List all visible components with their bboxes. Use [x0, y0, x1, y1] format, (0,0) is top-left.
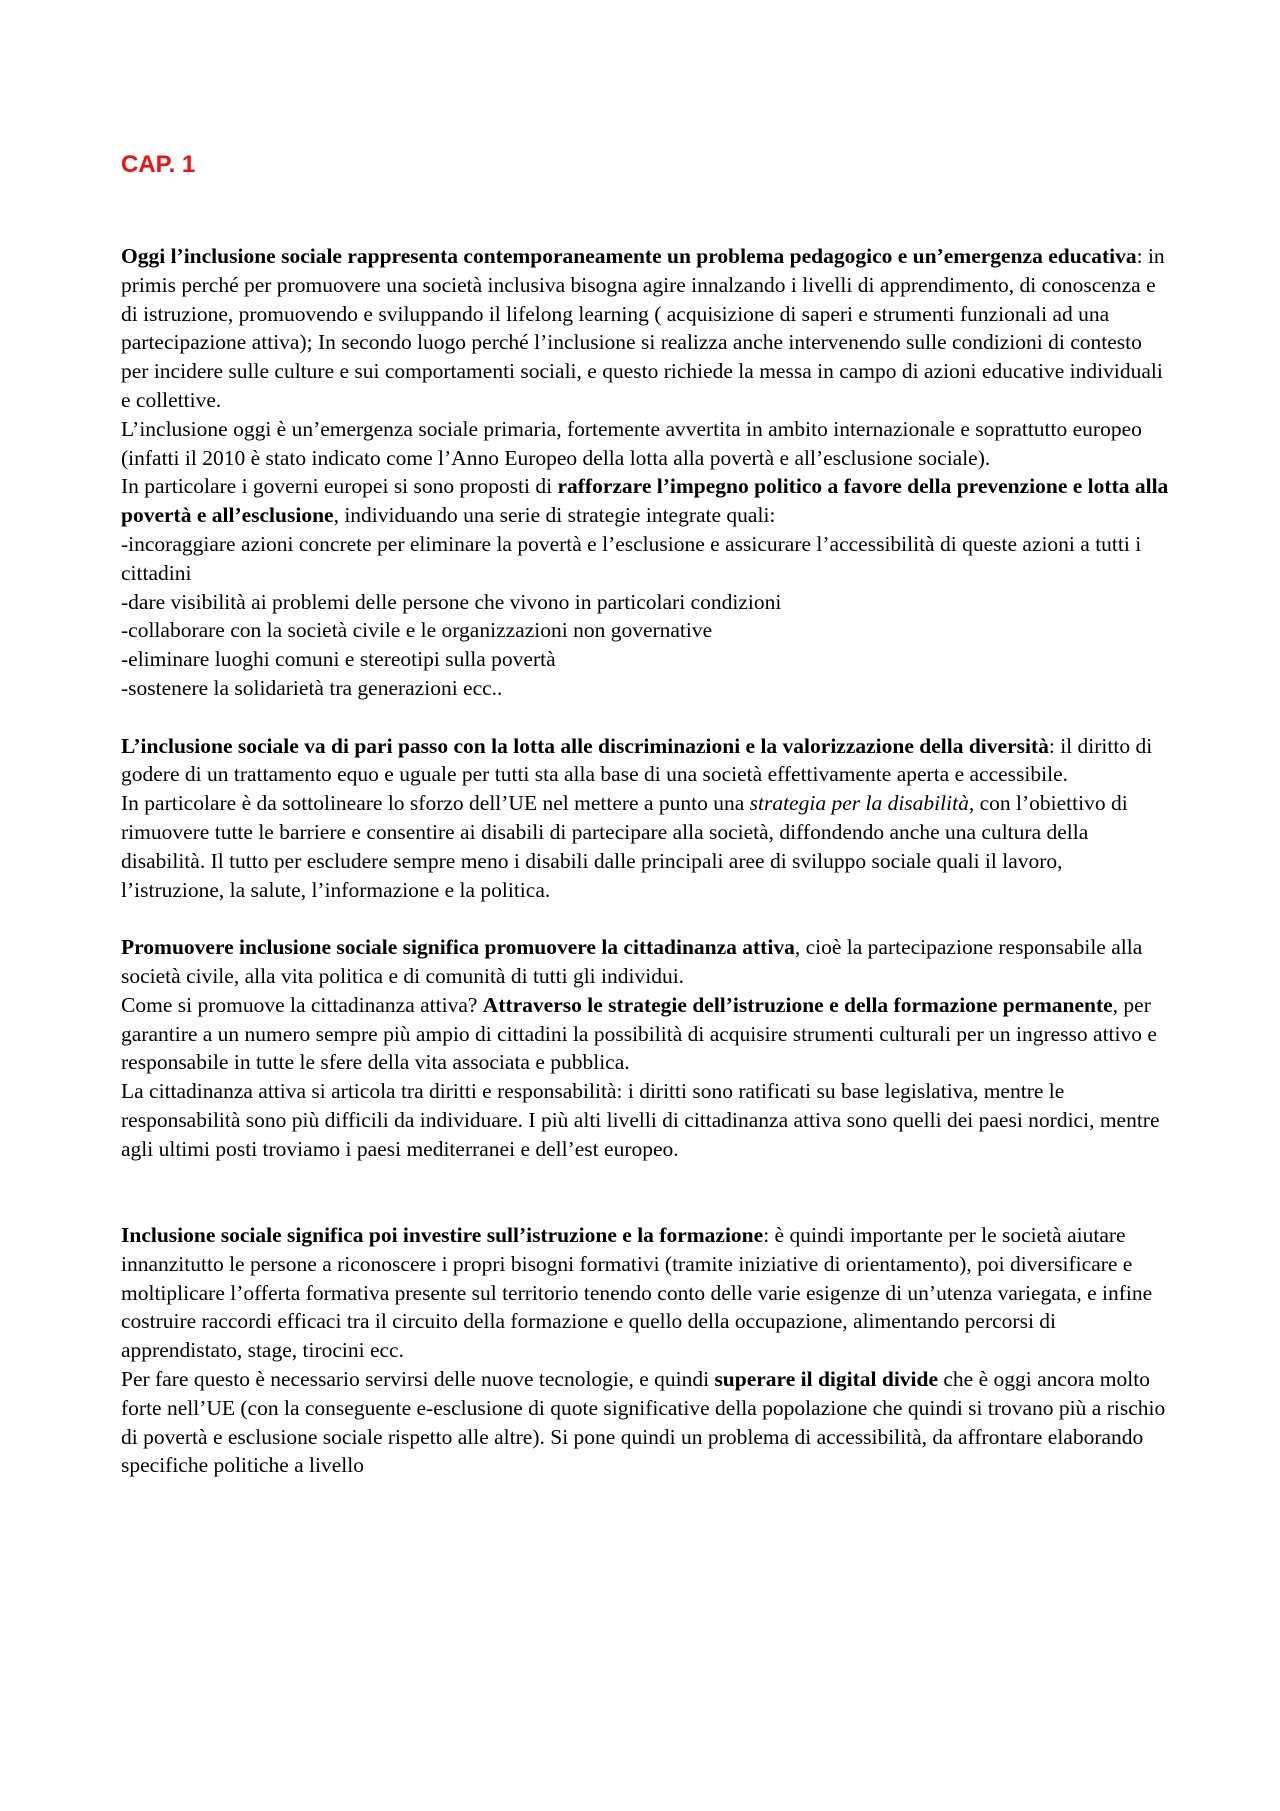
bold-lead: Inclusione sociale significa poi investire sull’istruzione e la formazione [121, 1223, 764, 1248]
paragraph-text: , cioè la partecipazione responsabile alla società civile, alla vita politica e di comunità di tutti gli individui. [121, 935, 1143, 988]
bold-lead: Oggi l’inclusione sociale rappresenta contemporaneamente un problema pedagogico e un’emergenza educativa [121, 244, 1137, 268]
paragraph-text: : in primis perché per promuovere una società inclusiva bisogna agire innalzando i livelli di apprendimento, di conoscenza e di istruzione, promuovendo e sviluppando il lifelong learning ( acquisizione di saperi e strumenti funzionali ad una partecipazione attiva); In secondo luogo perché l’inclusione si realizza anche intervenendo sulle condizioni di contesto per incidere sulle culture e sui comportamenti sociali, e questo richiede la messa in campo di azioni educative individuali e collettive. [121, 244, 1165, 412]
paragraph-discriminazioni [121, 732, 1171, 790]
paragraph-text: , con l’obiettivo di rimuovere tutte le barriere e consentire ai disabili di partecipare alla società, diffondendo anche una cultura della disabilità. Il tutto per escludere sempre meno i disabili dalle principali aree di sviluppo sociale quali il lavoro, l’istruzione, la salute, l’informazione e la politica. [121, 791, 1128, 902]
document-body [121, 150, 1171, 1480]
paragraph-spacer [121, 703, 1171, 732]
section-istruzione-formazione [121, 1221, 1171, 1480]
paragraph-text: che è oggi ancora molto forte nell’UE (con la conseguente e-esclusione di quote significative della popolazione che quindi si trovano più a rischio di povertà e esclusione sociale rispetto alle altre). Si pone quindi un problema di accessibilità, da affrontare elaborando specifiche politiche a livello [121, 1367, 1166, 1478]
paragraph-inclusione-intro [121, 242, 1171, 415]
bold-phrase: superare il digital divide [714, 1367, 939, 1392]
paragraph-text: Come si promuove la cittadinanza attiva? [121, 992, 483, 1017]
list-item: -sostenere la solidarietà tra generazioni ecc.. [121, 675, 503, 700]
paragraph-cittadinanza [121, 933, 1171, 991]
paragraph-spacer [121, 1164, 1171, 1222]
paragraph-digital-divide [121, 1365, 1171, 1480]
bold-lead: L’inclusione sociale va di pari passo con la lotta alle discriminazioni e la valorizzazione della diversità [121, 733, 1049, 758]
list-item: -incoraggiare azioni concrete per eliminare la povertà e l’esclusione e assicurare l’accessibilità di queste azioni a tutti i cittadini [121, 531, 1142, 585]
bold-phrase: rafforzare l’impegno politico a favore della prevenzione e lotta alla povertà e all’esclusione [121, 474, 1169, 528]
section-inclusione-problema-pedagogico [121, 242, 1171, 703]
paragraph-text: Per fare questo è necessario servirsi delle nuove tecnologie, e quindi [121, 1367, 715, 1392]
chapter-title: CAP. 1 [121, 151, 196, 178]
paragraph-text: In particolare i governi europei si sono proposti di [121, 474, 558, 499]
section-discriminazioni-diversita [121, 732, 1171, 905]
paragraph-emergenza-sociale: L’inclusione oggi è un’emergenza sociale primaria, fortemente avvertita in ambito internazionale e soprattutto europeo (infatti il 2010 è stato indicato come l’Anno Europeo della lotta alla povertà e all’esclusione sociale). [121, 416, 1142, 470]
paragraph-text: : il diritto di godere di un trattamento equo e uguale per tutti sta alla base di una società effettivamente aperta e accessibile. [121, 733, 1153, 787]
paragraph-strategia-disabilita [121, 789, 1171, 904]
paragraph-text: , per garantire a un numero sempre più ampio di cittadini la possibilità di acquisire strumenti culturali per un ingresso attivo e responsabile in tutte le sfere della vita associata e pubblica. [121, 992, 1157, 1075]
bold-phrase: Attraverso le strategie dell’istruzione e della formazione permanente [482, 992, 1113, 1017]
paragraph-diritti-responsabilita: La cittadinanza attiva si articola tra diritti e responsabilità: i diritti sono ratificati su base legislativa, mentre le responsabilità sono più difficili da individuare. I più alti livelli di cittadinanza attiva sono quelli dei paesi nordici, mentre agli ultimi posti troviamo i paesi mediterranei e dell’est europeo. [121, 1079, 1160, 1161]
paragraph-istruzione [121, 1221, 1171, 1365]
list-item: -collaborare con la società civile e le organizzazioni non governative [121, 618, 713, 643]
paragraph-governi-europei [121, 472, 1171, 530]
paragraph-spacer [121, 904, 1171, 933]
italic-phrase: strategia per la disabilità [749, 791, 969, 816]
bold-lead: Promuovere inclusione sociale significa promuovere la cittadinanza attiva [121, 935, 795, 960]
paragraph-text: In particolare è da sottolineare lo sforzo dell’UE nel mettere a punto una [121, 791, 750, 816]
list-item: -eliminare luoghi comuni e stereotipi sulla povertà [121, 647, 556, 672]
paragraph-text: , individuando una serie di strategie integrate quali: [333, 503, 776, 528]
paragraph-text: : è quindi importante per le società aiutare innanzitutto le persone a riconoscere i propri bisogni formativi (tramite iniziative di orientamento), poi diversificare e moltiplicare l’offerta formativa presente sul territorio tenendo conto delle varie esigenze di un’utenza variegata, e infine costruire raccordi efficaci tra il circuito della formazione e quello della occupazione, alimentando percorsi di apprendistato, stage, tirocini ecc. [121, 1223, 1153, 1363]
section-cittadinanza-attiva [121, 933, 1171, 1163]
list-item: -dare visibilità ai problemi delle persone che vivono in particolari condizioni [121, 589, 782, 614]
paragraph-come-si-promuove [121, 991, 1171, 1077]
